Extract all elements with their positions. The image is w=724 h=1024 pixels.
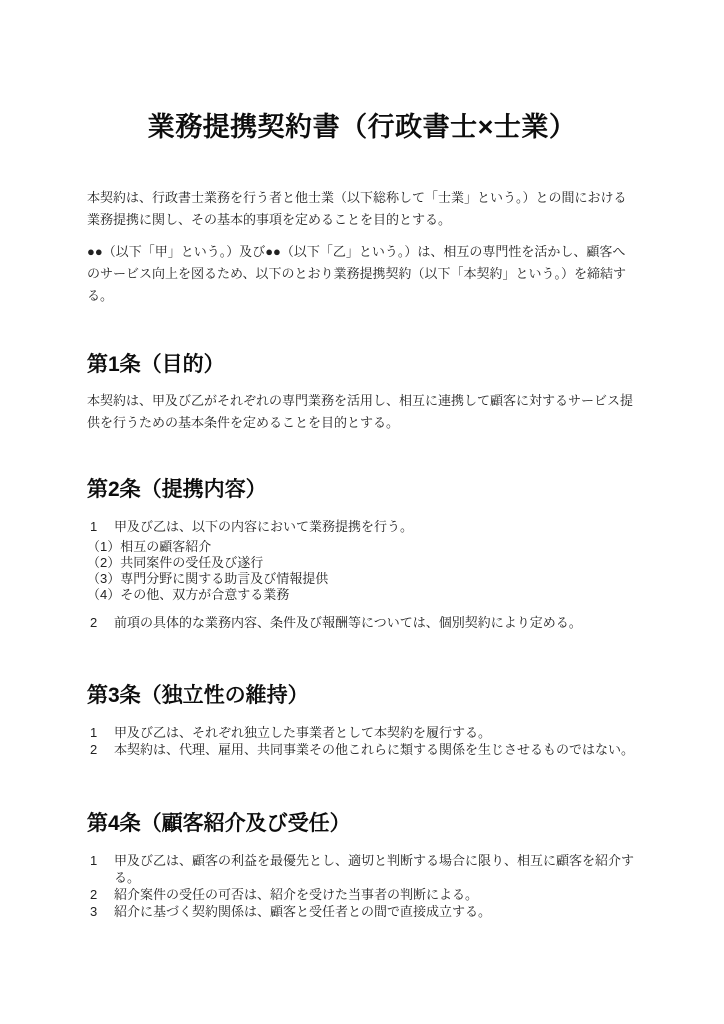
clause-text: 本契約は、代理、雇用、共同事業その他これらに類する関係を生じさせるものではない。 bbox=[114, 742, 635, 757]
clause-number: 2 bbox=[90, 887, 98, 902]
clause-number: 2 bbox=[90, 742, 98, 757]
article-2-sub-item-4: （4）その他、双方が合意する業務 bbox=[87, 587, 290, 602]
intro-paragraph-1: 本契約は、行政書士業務を行う者と他士業（以下総称して「士業」という。）との間における業務提携に関し、その基本的事項を定めることを目的とする。 bbox=[87, 190, 627, 227]
article-4-section bbox=[87, 811, 637, 920]
intro-paragraph-2: ●●（以下「甲」という。）及び●●（以下「乙」という。）は、相互の専門性を活かし、顧客へのサービス向上を図るため、以下のとおり業務提携契約（以下「本契約」という。）を締結する。 bbox=[87, 244, 626, 303]
article-2-sub-item-2: （2）共同案件の受任及び遂行 bbox=[87, 555, 264, 570]
clause-number: 1 bbox=[90, 853, 98, 868]
article-4-clause-1 bbox=[87, 852, 637, 886]
clause-number: 3 bbox=[90, 904, 98, 919]
article-3-clause-2 bbox=[87, 741, 637, 758]
article-4-heading: 第4条（顧客紹介及び受任） bbox=[87, 812, 351, 835]
article-1-section bbox=[87, 352, 637, 434]
clause-text: 甲及び乙は、顧客の利益を最優先とし、適切と判断する場合に限り、相互に顧客を紹介する。 bbox=[114, 853, 635, 885]
document-title: 業務提携契約書（行政書士×士業） bbox=[147, 112, 577, 142]
clause-number: 2 bbox=[90, 615, 98, 630]
article-1-body: 本契約は、甲及び乙がそれぞれの専門業務を活用し、相互に連携して顧客に対するサービス提供を行うための基本条件を定めることを目的とする。 bbox=[87, 393, 634, 430]
article-2-section bbox=[87, 477, 637, 631]
article-2-heading: 第2条（提携内容） bbox=[87, 478, 267, 501]
article-3-clause-list bbox=[87, 724, 637, 758]
article-1-heading: 第1条（目的） bbox=[87, 353, 225, 376]
clause-text: 前項の具体的な業務内容、条件及び報酬等については、個別契約により定める。 bbox=[114, 615, 582, 630]
article-3-section bbox=[87, 683, 637, 758]
clause-text: 甲及び乙は、それぞれ独立した事業者として本契約を履行する。 bbox=[114, 725, 492, 740]
article-2-sub-item-1: （1）相互の顧客紹介 bbox=[87, 539, 212, 554]
clause-text: 甲及び乙は、以下の内容において業務提携を行う。 bbox=[114, 519, 414, 534]
clause-number: 1 bbox=[90, 725, 98, 740]
article-3-heading: 第3条（独立性の維持） bbox=[87, 684, 309, 707]
article-2-clause-2 bbox=[87, 614, 637, 631]
article-4-clause-3 bbox=[87, 903, 637, 920]
clause-text: 紹介案件の受任の可否は、紹介を受けた当事者の判断による。 bbox=[114, 887, 479, 902]
clause-text: 紹介に基づく契約関係は、顧客と受任者との間で直接成立する。 bbox=[114, 904, 492, 919]
article-2-sub-item-3: （3）専門分野に関する助言及び情報提供 bbox=[87, 571, 329, 586]
article-3-clause-1 bbox=[87, 724, 637, 741]
article-4-clause-2 bbox=[87, 886, 637, 903]
article-2-clause-list bbox=[87, 518, 637, 631]
article-2-clause-1 bbox=[87, 518, 637, 535]
article-2-sub-item-list bbox=[87, 539, 637, 603]
article-4-clause-list bbox=[87, 852, 637, 920]
clause-number: 1 bbox=[90, 519, 98, 534]
